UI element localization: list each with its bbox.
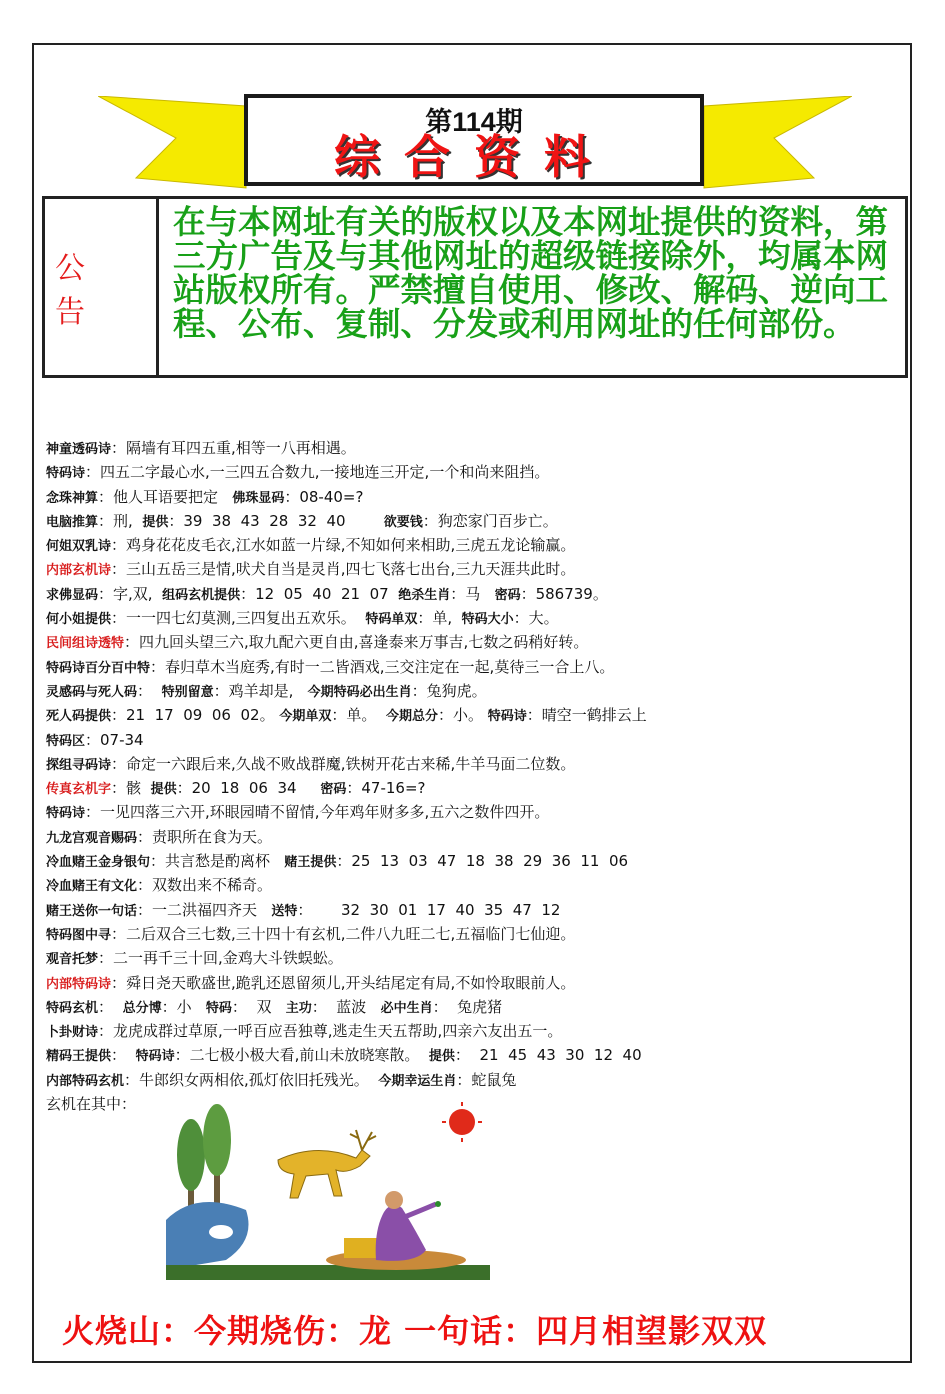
info-key: 今期幸运生肖	[378, 1073, 457, 1089]
info-row	[46, 752, 886, 776]
info-key: 死人码提供	[46, 709, 112, 725]
banner-left-wing	[98, 96, 258, 196]
info-key: 何小姐提供	[46, 612, 112, 628]
notice-label: 公告	[45, 199, 159, 375]
info-key: 特码诗	[135, 1049, 175, 1065]
info-value: ：马	[450, 584, 495, 603]
info-value: ：39 38 43 28 32 40	[168, 511, 384, 530]
info-row	[46, 776, 886, 800]
info-value: ： 32 30 01 17 40 35 47 12	[297, 900, 561, 919]
info-value: ：他人耳语要把定	[98, 487, 233, 506]
info-value: ：四九回头望三六,取九配六更自由,喜逢泰来万事吉,七数之码稍好转。	[124, 633, 589, 652]
illustration-image	[166, 1100, 490, 1280]
info-row	[46, 557, 886, 581]
page-title: 综合资料	[334, 130, 614, 184]
info-row	[46, 728, 886, 752]
info-value: ：07-34	[85, 730, 144, 749]
info-row	[46, 703, 886, 727]
info-key: 内部特码诗	[46, 976, 112, 992]
info-key: 赌王送你一句话	[46, 903, 138, 919]
info-value: ：25 13 03 47 18 38 29 36 11 06	[336, 852, 629, 871]
info-value: ：责职所在食为天。	[137, 827, 273, 846]
info-value: ：一一四七幻莫测,三四复出五欢乐。	[111, 609, 366, 628]
info-row	[46, 1019, 886, 1043]
info-key: 总分博	[122, 1000, 162, 1016]
info-key: 何姐双乳诗	[46, 539, 112, 555]
info-value: ：单,	[417, 609, 462, 628]
info-key: 灵感码与死人码	[46, 684, 138, 700]
info-key: 特码诗	[487, 709, 527, 725]
info-key: 特码单双	[365, 612, 418, 628]
info-key: 特别留意	[161, 684, 214, 700]
info-value: ：刑,	[98, 511, 143, 530]
info-row	[46, 582, 886, 606]
info-key: 欲要钱	[383, 514, 423, 530]
info-key: 民间组诗透特	[46, 636, 125, 652]
info-row	[46, 460, 886, 484]
info-key: 佛珠显码	[232, 490, 285, 506]
info-row	[46, 655, 886, 679]
info-key: 特码玄机	[46, 1000, 99, 1016]
info-value: ：08-40=?	[284, 487, 364, 506]
info-value: ：一二洪福四齐天	[137, 900, 272, 919]
info-row	[46, 800, 886, 824]
banner-right-wing	[692, 96, 852, 196]
info-value: ：鸡羊却是,	[213, 681, 308, 700]
info-key: 九龙宫观音赐码	[46, 830, 138, 846]
info-value: ：狗恋家门百步亡。	[422, 511, 558, 530]
info-value: ：舜日尧天歌盛世,跪乳还恩留须儿,开头结尾定有局,不如怜取眼前人。	[111, 973, 576, 992]
info-key: 冷血赌王金身银句	[46, 855, 151, 871]
info-key: 观音托梦	[46, 952, 99, 968]
info-row	[46, 533, 886, 557]
info-key: 密码	[494, 587, 521, 603]
info-key: 探组寻码诗	[46, 757, 112, 773]
info-value: ：三山五岳三是情,吠犬自当是灵肖,四七飞落七出台,三九天涯共此时。	[111, 560, 576, 579]
info-key: 求佛显码	[46, 587, 99, 603]
info-value: ：一见四落三六开,环眼园晴不留情,今年鸡年财多多,五六之数件四开。	[85, 803, 550, 822]
info-value: ：586739。	[520, 584, 608, 603]
info-key: 今期总分	[385, 709, 438, 725]
info-value: ：二后双合三七数,三十四十有玄机,二件八九旺二七,五福临门七仙迎。	[111, 924, 576, 943]
info-key: 卜卦财诗	[46, 1025, 99, 1041]
info-value: ：20 18 06 34	[176, 779, 321, 798]
info-value: ： 21 45 43 30 12 40	[454, 1046, 642, 1065]
info-key: 内部玄机诗	[46, 563, 112, 579]
info-value: ：鸡身花花皮毛衣,江水如蓝一片绿,不知如何来相助,三虎五龙论输赢。	[111, 536, 576, 555]
info-value: ：字,双,	[98, 584, 163, 603]
info-key: 特码	[205, 1000, 232, 1016]
info-key: 特码诗	[46, 466, 86, 482]
notice-text: 在与本网址有关的版权以及本网址提供的资料，第三方广告及与其他网址的超级链接除外，均属本网站版权所有。严禁擅自使用、修改、解码、逆向工程、公布、复制、分发或利用网址的任何部份。	[173, 202, 889, 343]
info-key: 送特	[271, 903, 298, 919]
info-row	[46, 679, 886, 703]
info-value: ：12 05 40 21 07	[240, 584, 399, 603]
info-key: 今期特码必出生肖	[307, 684, 412, 700]
info-key: 特码大小	[461, 612, 514, 628]
info-value: ：隔墙有耳四五重,相等一八再相遇。	[111, 439, 356, 457]
info-value: ：晴空一鹤排云上	[526, 706, 647, 725]
info-row	[46, 849, 886, 873]
info-row	[46, 485, 886, 509]
info-key: 今期单双	[279, 709, 332, 725]
info-value: 玄机在其中：	[46, 1095, 137, 1114]
info-value: ： 双	[231, 997, 286, 1016]
info-value: ：双数出来不稀奇。	[137, 876, 273, 895]
info-value: ：	[111, 1046, 136, 1065]
info-key: 内部特码玄机	[46, 1073, 125, 1089]
info-key: 赌王提供	[284, 855, 337, 871]
info-value: ：牛郎织女两相依,孤灯依旧托残光。	[124, 1070, 379, 1089]
info-value: ：单。	[331, 706, 386, 725]
info-row	[46, 1068, 886, 1092]
info-key: 提供	[150, 782, 177, 798]
info-row	[46, 1043, 886, 1067]
info-value: ：二七极小极大看,前山未放晓寒散。	[174, 1046, 429, 1065]
info-row	[46, 922, 886, 946]
info-value: ：	[98, 997, 123, 1016]
info-key: 密码	[320, 782, 347, 798]
info-key: 绝杀生肖	[398, 587, 451, 603]
info-row	[46, 898, 886, 922]
info-row	[46, 946, 886, 970]
info-value: ：小	[161, 997, 206, 1016]
footer-text: 火烧山：今期烧伤：龙 一句话：四月相望影双双	[62, 1312, 768, 1350]
info-row	[46, 509, 886, 533]
info-key: 神童透码诗	[46, 442, 112, 457]
info-value: ： 蓝波	[311, 997, 381, 1016]
info-row	[46, 971, 886, 995]
info-key: 冷血赌王有文化	[46, 879, 138, 895]
info-row	[46, 825, 886, 849]
info-key: 特码诗	[46, 806, 86, 822]
info-value: ：兔狗虎。	[411, 681, 487, 700]
info-value: ：大。	[513, 609, 559, 628]
info-key: 主功	[285, 1000, 312, 1016]
info-value: ：蛇鼠兔	[456, 1070, 517, 1089]
info-value: ：骸	[111, 779, 151, 798]
info-row	[46, 630, 886, 654]
info-value: ：四五二字最心水,一三四五合数九,一接地连三开定,一个和尚来阻挡。	[85, 463, 550, 482]
info-value: ：二一再千三十回,金鸡大斗铁蜈蚣。	[98, 949, 343, 968]
info-list	[46, 436, 886, 1116]
info-key: 必中生肖	[380, 1000, 433, 1016]
title-box	[244, 94, 704, 186]
info-row	[46, 606, 886, 630]
info-value: ：	[137, 681, 162, 700]
info-key: 精码王提供	[46, 1049, 112, 1065]
notice-box	[42, 196, 908, 378]
info-key: 电脑推算	[46, 514, 99, 530]
info-row	[46, 995, 886, 1019]
info-key: 特码图中寻	[46, 927, 112, 943]
info-key: 提供	[142, 514, 169, 530]
info-value: ：春归草木当庭秀,有时一二皆酒戏,三交注定在一起,莫待三一合上八。	[150, 657, 615, 676]
info-key: 提供	[428, 1049, 455, 1065]
info-value: ：共言愁是酌离杯	[150, 852, 285, 871]
info-key: 特码区	[46, 733, 86, 749]
info-value: ：龙虎成群过草原,一呼百应吾独尊,逃走生天五帮助,四亲六友出五一。	[98, 1022, 563, 1041]
info-key: 特码诗百分百中特	[46, 660, 151, 676]
info-value: ：小。	[437, 706, 488, 725]
info-value: ： 兔虎猪	[432, 997, 503, 1016]
info-value: ：21 17 09 06 02。	[111, 706, 280, 725]
info-key: 组码玄机提供	[162, 587, 241, 603]
issue-number: 第114期	[425, 107, 523, 137]
info-key: 传真玄机字	[46, 782, 112, 798]
info-row	[46, 436, 886, 460]
info-value: ：命定一六跟后来,久战不败战群魔,铁树开花古来稀,牛羊马面二位数。	[111, 754, 576, 773]
info-row	[46, 873, 886, 897]
info-value: ：47-16=?	[346, 779, 426, 798]
info-key: 念珠神算	[46, 490, 99, 506]
